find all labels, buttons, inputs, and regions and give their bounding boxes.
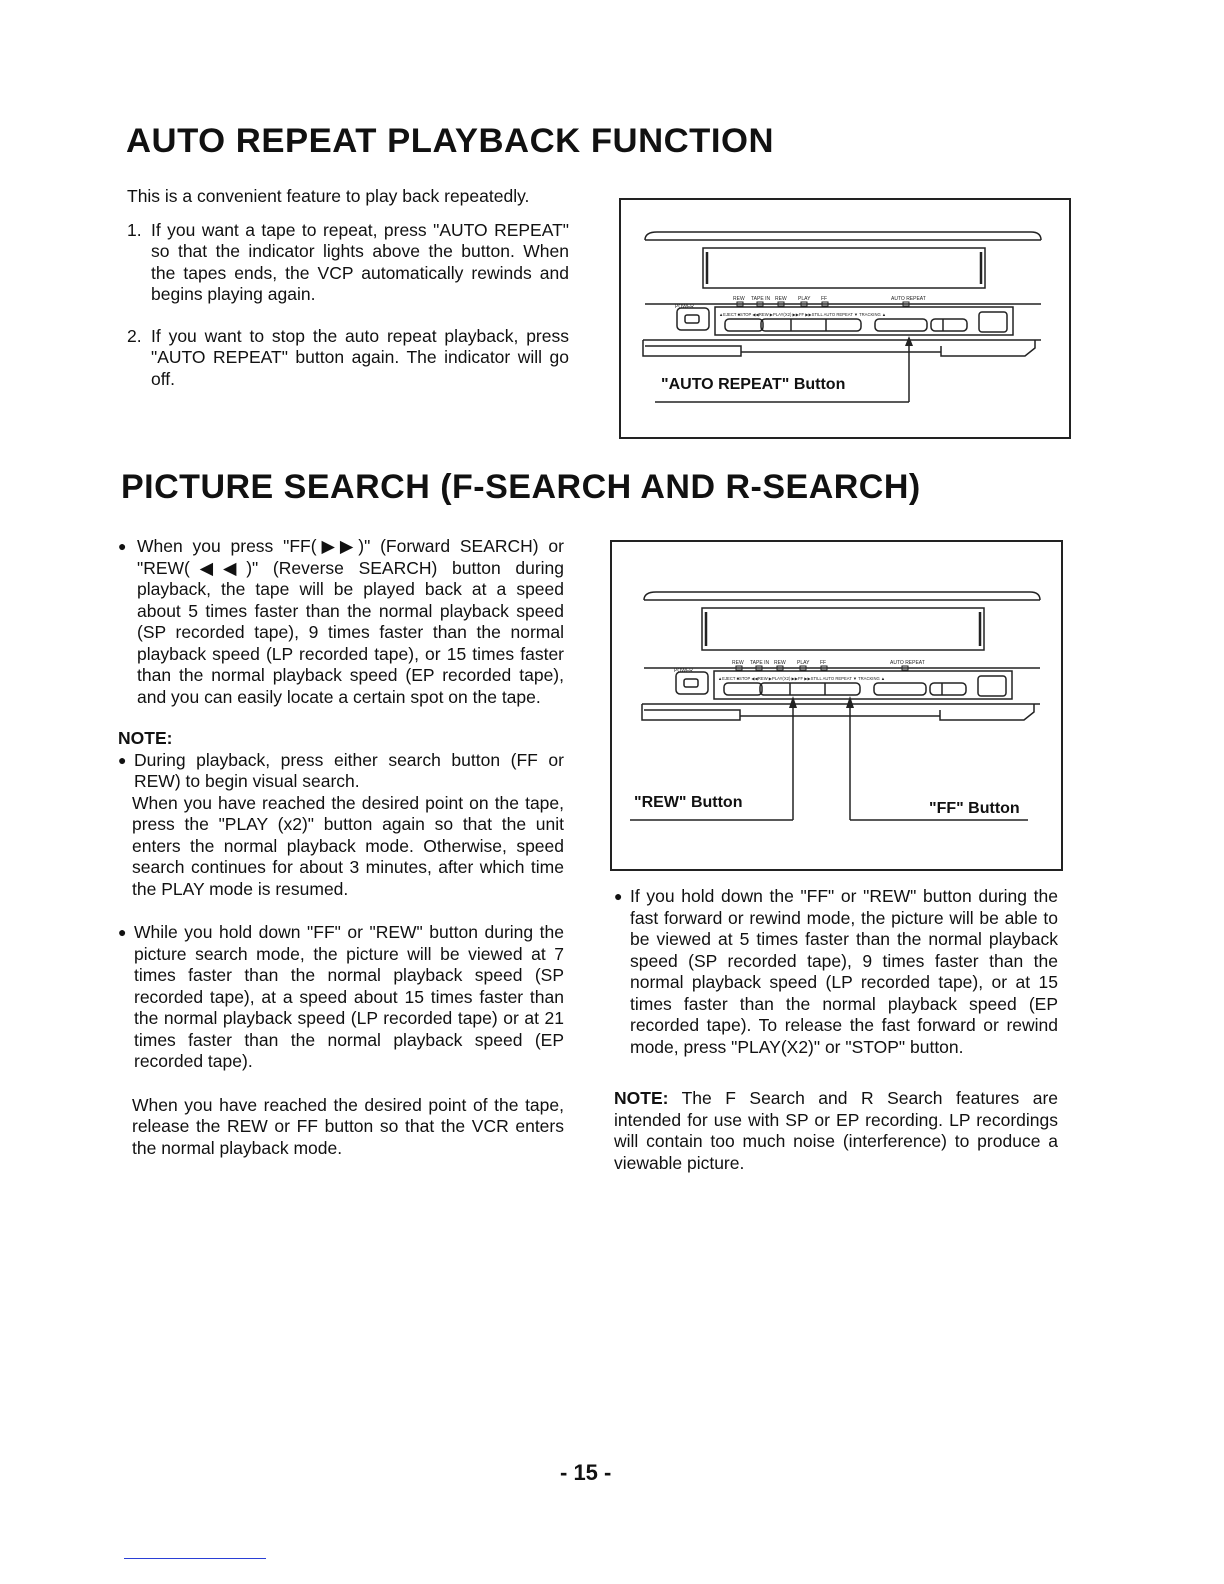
vcr-top-label: PLAY (797, 660, 810, 666)
picture-search-left-column (118, 536, 564, 1159)
step-number: 1. (127, 219, 142, 240)
list-item: ● While you hold down "FF" or "REW" button during the picture search mode, the picture will be viewed at 7 times faster than the normal playback speed (SP recorded tape), at a speed about 15 times faster than the normal playback speed (LP recorded tape) or at 21 times faster than the normal playback speed (EP recorded tape). (118, 922, 564, 1073)
auto-repeat-steps (127, 220, 569, 391)
vcr-power-label: POWER (674, 668, 693, 674)
section-title-auto-repeat: AUTO REPEAT PLAYBACK FUNCTION (126, 122, 775, 160)
step-text: If you want a tape to repeat, press "AUTO REPEAT" so that the indicator lights above the button. When the tapes ends, the VCP automatically rewinds and begins playing again. (151, 219, 569, 304)
list-item (127, 220, 569, 306)
note-2 (614, 1088, 1058, 1174)
step-text: If you want to stop the auto repeat playback, press "AUTO REPEAT" button again. The indicator will go off. (151, 325, 569, 389)
list-item: ● During playback, press either search button (FF or REW) to begin visual search. (118, 750, 564, 793)
search-bullets-3 (614, 886, 1058, 1058)
vcr-illustration (612, 542, 1061, 869)
vcr-top-label: PLAY (798, 296, 811, 302)
vcr-top-label: TAPE IN (751, 296, 771, 302)
search-bullets-2 (118, 922, 564, 1073)
list-item: ● If you hold down the "FF" or "REW" button during the fast forward or rewind mode, the picture will be able to be viewed at 5 times faster than the normal playback speed (SP recorded tape), 9 times faster than the normal playback speed (LP recorded tape), or at 15 times faster than the normal playback speed (EP recorded tape). To release the fast forward or rewind mode, press "PLAY(X2)" or "STOP" button. (614, 886, 1058, 1058)
callout-rew-button: "REW" Button (634, 794, 743, 811)
vcr-figure-auto-repeat (619, 198, 1071, 439)
vcr-top-label: FF (821, 296, 828, 302)
page-number: - 15 - (560, 1460, 612, 1485)
release-paragraph: When you have reached the desired point of the tape, release the REW or FF button so that the VCR enters the normal playback mode. (132, 1094, 564, 1158)
search-bullets (118, 536, 564, 708)
vcr-figure-picture-search (610, 540, 1063, 871)
note-bullets (118, 750, 564, 793)
note-2-text: The F Search and R Search features are intended for use with SP or EP recording. LP recordings will contain too much noise (interference) to produce a viewable picture. (614, 1088, 1058, 1173)
auto-repeat-text (127, 186, 569, 402)
callout-auto-repeat-button: "AUTO REPEAT" Button (661, 376, 846, 393)
vcr-top-label: REW (775, 296, 787, 302)
note-paragraph: When you have reached the desired point on the tape, press the "PLAY (x2)" button again so that the unit enters the normal playback mode. Otherwise, speed search continues for about 3 minutes, after which time the PLAY mode is resumed. (132, 792, 564, 899)
step-number: 2. (127, 325, 142, 346)
note-heading: NOTE: (118, 728, 173, 748)
vcr-bottom-labels: ▲EJECT ■STOP ◀◀REW ▶PLAY(X2) ▶▶FF ▶▶STILL AUTO REPEAT ▼ TRACKING ▲ (718, 676, 886, 681)
vcr-illustration (621, 200, 1069, 437)
vcr-top-label: TAPE IN (750, 660, 770, 666)
vcr-top-label: AUTO REPEAT (891, 296, 926, 302)
list-item: ● When you press "FF(▶▶)" (Forward SEARCH) or "REW(◀◀)" (Reverse SEARCH) button during playback, the tape will be played back at a speed about 5 times faster than the normal playback speed (SP recorded tape), 9 times faster than the normal playback speed (LP recorded tape), or 15 times faster than the normal playback speed (EP recorded tape), and you can easily locate a certain spot on the tape. (118, 536, 564, 708)
vcr-power-label: POWER (675, 304, 694, 310)
section-title-picture-search: PICTURE SEARCH (F-SEARCH AND R-SEARCH) (121, 468, 921, 506)
footer-rule (124, 1558, 266, 1559)
vcr-top-label: FF (820, 660, 827, 666)
picture-search-right-column (614, 886, 1058, 1174)
callout-ff-button: "FF" Button (929, 800, 1020, 817)
vcr-bottom-labels: ▲EJECT ■STOP ◀◀REW ▶PLAY(X2) ▶▶FF ▶▶STILL AUTO REPEAT ▼ TRACKING ▲ (719, 312, 887, 317)
vcr-top-label: REW (732, 660, 744, 666)
note-2-heading: NOTE: (614, 1088, 669, 1108)
vcr-top-label: REW (733, 296, 745, 302)
vcr-top-label: AUTO REPEAT (890, 660, 925, 666)
vcr-top-label: REW (774, 660, 786, 666)
auto-repeat-intro: This is a convenient feature to play back repeatedly. (127, 186, 530, 206)
list-item (127, 326, 569, 391)
